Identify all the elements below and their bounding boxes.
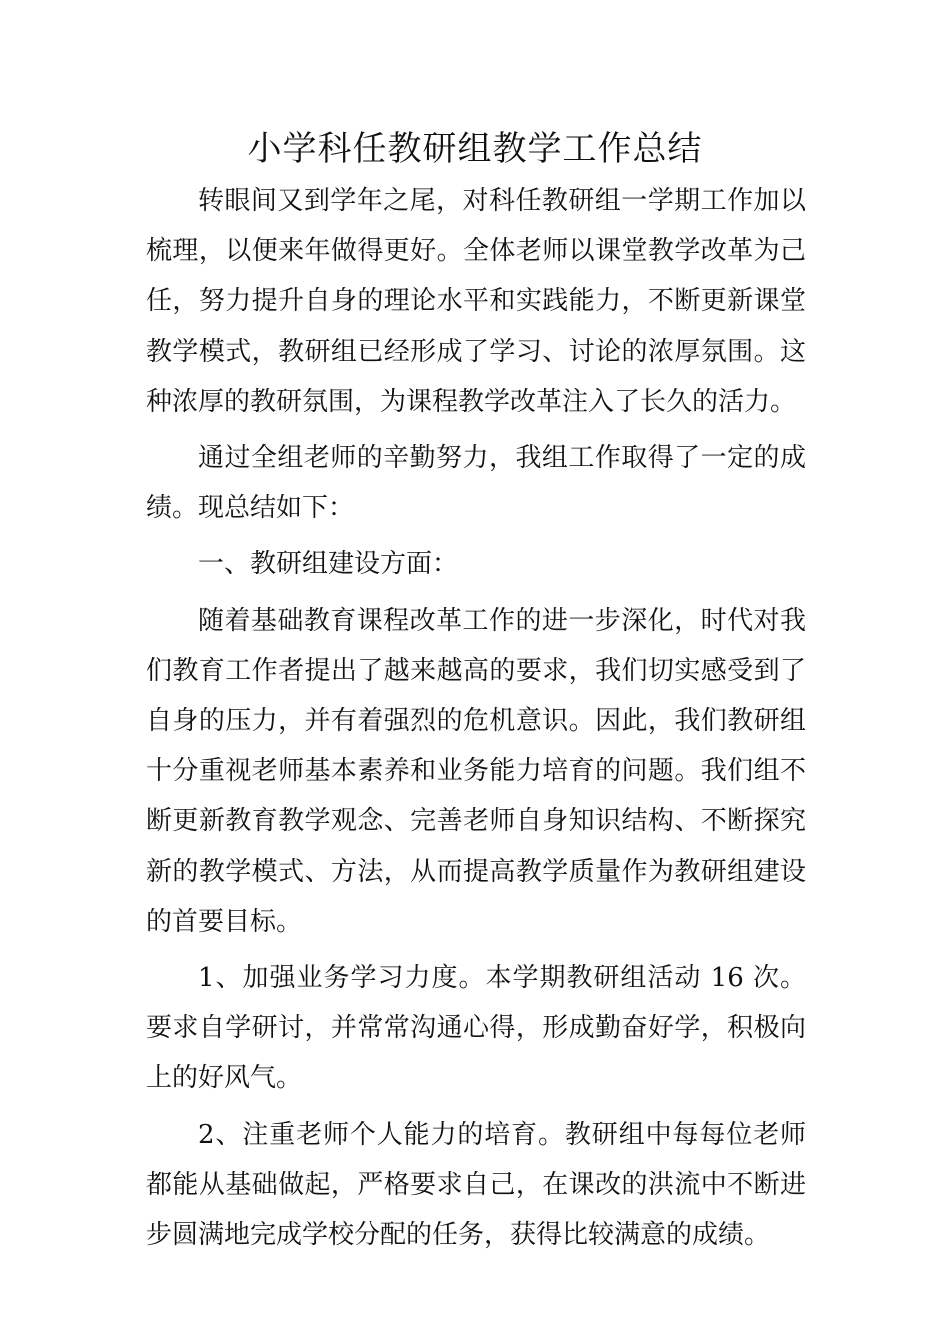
paragraph-team-building: 随着基础教育课程改革工作的进一步深化，时代对我们教育工作者提出了越来越高的要求，我们切实感受到了自身的压力，并有着强烈的危机意识。因此，我们教研组十分重视老师基本素养和业务能力培育的问题。我们组不断更新教育教学观念、完善老师自身知识结构、不断探究新的教学模式、方法，从而提高教学质量作为教研组建设的首要目标。 — [146, 605, 806, 937]
paragraph-item-1: 1、加强业务学习力度。本学期教研组活动 16 次。要求自学研讨，并常常沟通心得，形成勤奋好学，积极向上的好风气。 — [146, 963, 806, 1094]
paragraph-intro: 转眼间又到学年之尾，对科任教研组一学期工作加以梳理，以便来年做得更好。全体老师以课堂教学改革为己任，努力提升自身的理论水平和实践能力，不断更新课堂教学模式，教研组已经形成了学习、讨论的浓厚氛围。这种浓厚的教研氛围，为课程教学改革注入了长久的活力。 — [146, 186, 806, 417]
document-title: 小学科任教研组教学工作总结 — [247, 129, 703, 169]
paragraph-summary-lead: 通过全组老师的辛勤努力，我组工作取得了一定的成绩。现总结如下： — [146, 443, 806, 524]
paragraph-item-2: 2、注重老师个人能力的培育。教研组中每每位老师都能从基础做起，严格要求自己，在课改的洪流中不断进步圆满地完成学校分配的任务，获得比较满意的成绩。 — [146, 1119, 806, 1251]
section-heading-team-building: 一、教研组建设方面： — [198, 549, 459, 580]
document-body — [146, 176, 806, 1266]
